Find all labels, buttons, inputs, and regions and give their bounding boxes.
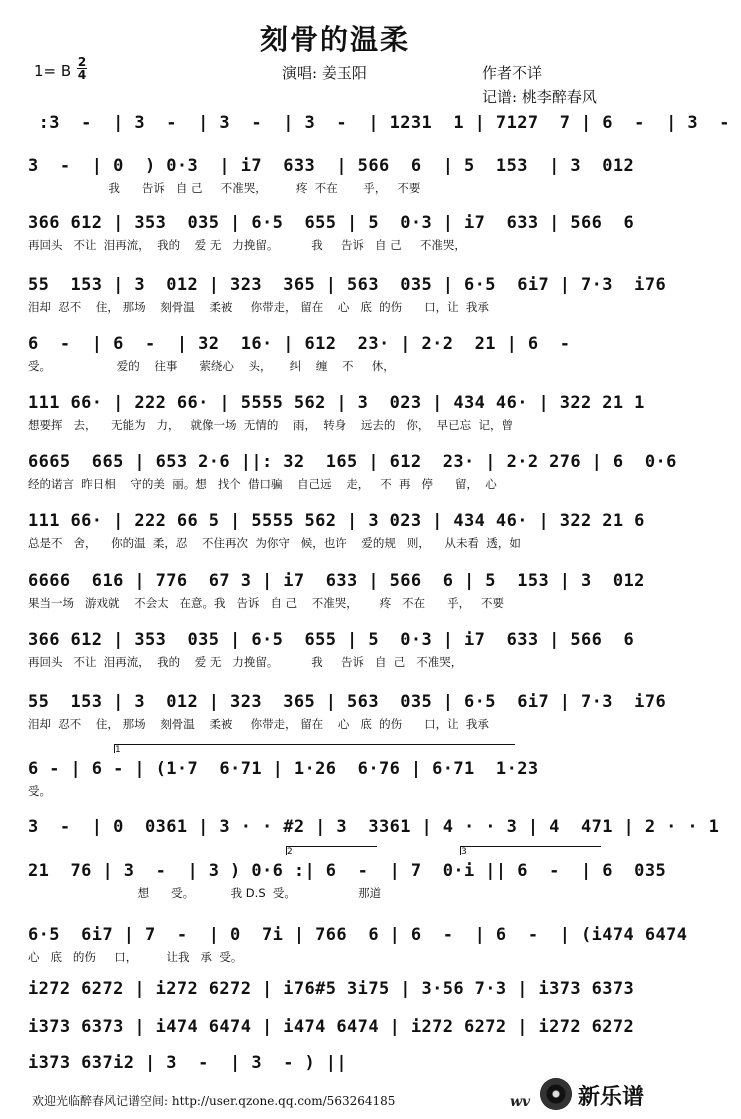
notes-line: 55 153 | 3 012 | 323 365 | 563 035 | 6·5 6i7 | 7·3 i76 <box>28 275 677 295</box>
notes-line: 21 76 | 3 - | 3 ) 0·6 :| 6 - | 7 0·i || 6 - | 6 035 <box>28 861 677 881</box>
score-row <box>28 978 645 1014</box>
notes-line: i373 6373 | i474 6474 | i474 6474 | i272 6272 | i272 6272 <box>28 1017 645 1037</box>
score-row <box>28 155 645 195</box>
lyrics-line: 经的诺言 昨日相 守的美 丽。想 找个 借口骗 自己远 走， 不 再 停 留， 心 <box>28 477 497 491</box>
logo-brand: 新乐谱 <box>578 1085 645 1110</box>
lyrics-line: 想 受。 我 D.S 受。 那道 <box>28 886 382 900</box>
lyrics-line: 想要挥 去， 无能为 力， 就像一场 无情的 雨， 转身 远去的 你， 早已忘 记，曾 <box>28 418 513 432</box>
volta-bracket-3: 3 <box>460 846 601 855</box>
composer-credit: 作者不详 <box>482 64 543 82</box>
score-row <box>28 924 698 964</box>
notes-line: 55 153 | 3 012 | 323 365 | 563 035 | 6·5 6i7 | 7·3 i76 <box>28 692 677 712</box>
lyrics-line: 泪却 忍不 住， 那场 刻骨温 柔被 你带走， 留在 心 底 的伤 口，让 我承 <box>28 717 489 731</box>
volta-bracket-2: 2 <box>286 846 377 855</box>
time-signature-bottom: 4 <box>77 68 87 82</box>
transcriber-credit: 记谱: 桃李醉春风 <box>482 88 597 106</box>
notes-line: i373 637i2 | 3 - | 3 - ) || <box>28 1053 348 1073</box>
time-signature-top: 2 <box>77 55 87 69</box>
notes-line: 6 - | 6 - | (1·7 6·71 | 1·26 6·76 | 6·71 1·23 <box>28 759 550 779</box>
lyrics-line: 受。 爱的 往事 萦绕心 头， 纠 缠 不 休， <box>28 359 395 373</box>
record-disc-icon <box>540 1078 572 1110</box>
lyrics-line: 再回头 不让 泪再流， 我的 爱 无 力挽留。 我 告诉 自 己 不准哭， <box>28 655 463 669</box>
song-title: 刻骨的温柔 <box>259 23 410 56</box>
score-row <box>28 758 634 798</box>
lyrics-line: 果当一场 游戏就 不会太 在意。我 告诉 自 己 不准哭， 疼 不在 乎， 不要 <box>28 596 505 610</box>
score-row <box>28 274 677 314</box>
time-signature <box>76 56 88 81</box>
notes-line: 6 - | 6 - | 32 16· | 612 23· | 2·2 21 | 6 - <box>28 334 582 354</box>
score-row <box>28 333 634 373</box>
lyrics-line: 总是不 舍， 你的温 柔，忍 不住再次 为你守 候，也许 爱的规 则， 从未看 透，如 <box>28 536 521 550</box>
score-row <box>28 212 645 252</box>
score-row <box>28 451 688 491</box>
logo-prefix: wv <box>510 1094 531 1110</box>
notes-line: 366 612 | 353 035 | 6·5 655 | 5 0·3 | i7 633 | 566 6 <box>28 630 645 650</box>
lyrics-line: 泪却 忍不 住， 那场 刻骨温 柔被 你带走， 留在 心 底 的伤 口，让 我承 <box>28 300 489 314</box>
notes-line: 6·5 6i7 | 7 - | 0 7i | 766 6 | 6 - | 6 - | (i474 6474 <box>28 925 698 945</box>
notes-line: 6666 616 | 776 67 3 | i7 633 | 566 6 | 5 153 | 3 012 <box>28 571 656 591</box>
lyrics-line: 受。 <box>28 784 51 798</box>
lyrics-line: 再回头 不让 泪再流， 我的 爱 无 力挽留。 我 告诉 自 己 不准哭， <box>28 238 466 252</box>
score-row <box>28 112 741 148</box>
score-row <box>28 1016 645 1052</box>
notes-line: :3 - | 3 - | 3 - | 3 - | 1231 1 | 7127 7 | 6 - | 3 - <box>28 113 741 133</box>
notes-line: 3 - | 0 0361 | 3 · · #2 | 3 3361 | 4 · · 3 | 4 471 | 2 · · 1 <box>28 817 730 837</box>
key-signature: 1= B <box>34 62 72 80</box>
notes-line: 366 612 | 353 035 | 6·5 655 | 5 0·3 | i7 633 | 566 6 <box>28 213 645 233</box>
notes-line: 111 66· | 222 66· | 5555 562 | 3 023 | 434 46· | 322 21 1 <box>28 393 656 413</box>
score-row <box>28 570 656 610</box>
notes-line: 111 66· | 222 66 5 | 5555 562 | 3 023 | 434 46· | 322 21 6 <box>28 511 656 531</box>
singer-credit: 演唱: 姜玉阳 <box>282 64 367 82</box>
score-row <box>28 691 677 731</box>
score-row <box>28 510 656 550</box>
notes-line: 6665 665 | 653 2·6 ||: 32 165 | 612 23· | 2·2 276 | 6 0·6 <box>28 452 688 472</box>
score-row <box>28 392 656 432</box>
notes-line: i272 6272 | i272 6272 | i76#5 3i75 | 3·56 7·3 | i373 6373 <box>28 979 645 999</box>
site-logo <box>510 1076 660 1114</box>
score-row <box>28 629 645 669</box>
footer-note: 欢迎光临醉春风记谱空间: http://user.qzone.qq.com/563264185 <box>32 1094 396 1108</box>
lyrics-line: 我 告诉 自 己 不准哭， 疼 不在 乎， 不要 <box>28 181 421 195</box>
notes-line: 3 - | 0 ) 0·3 | i7 633 | 566 6 | 5 153 | 3 012 <box>28 156 645 176</box>
lyrics-line: 心 底 的伤 口， 让我 承 受。 <box>28 950 243 964</box>
score-row <box>28 860 677 900</box>
volta-bracket-1: 1 <box>114 744 515 753</box>
